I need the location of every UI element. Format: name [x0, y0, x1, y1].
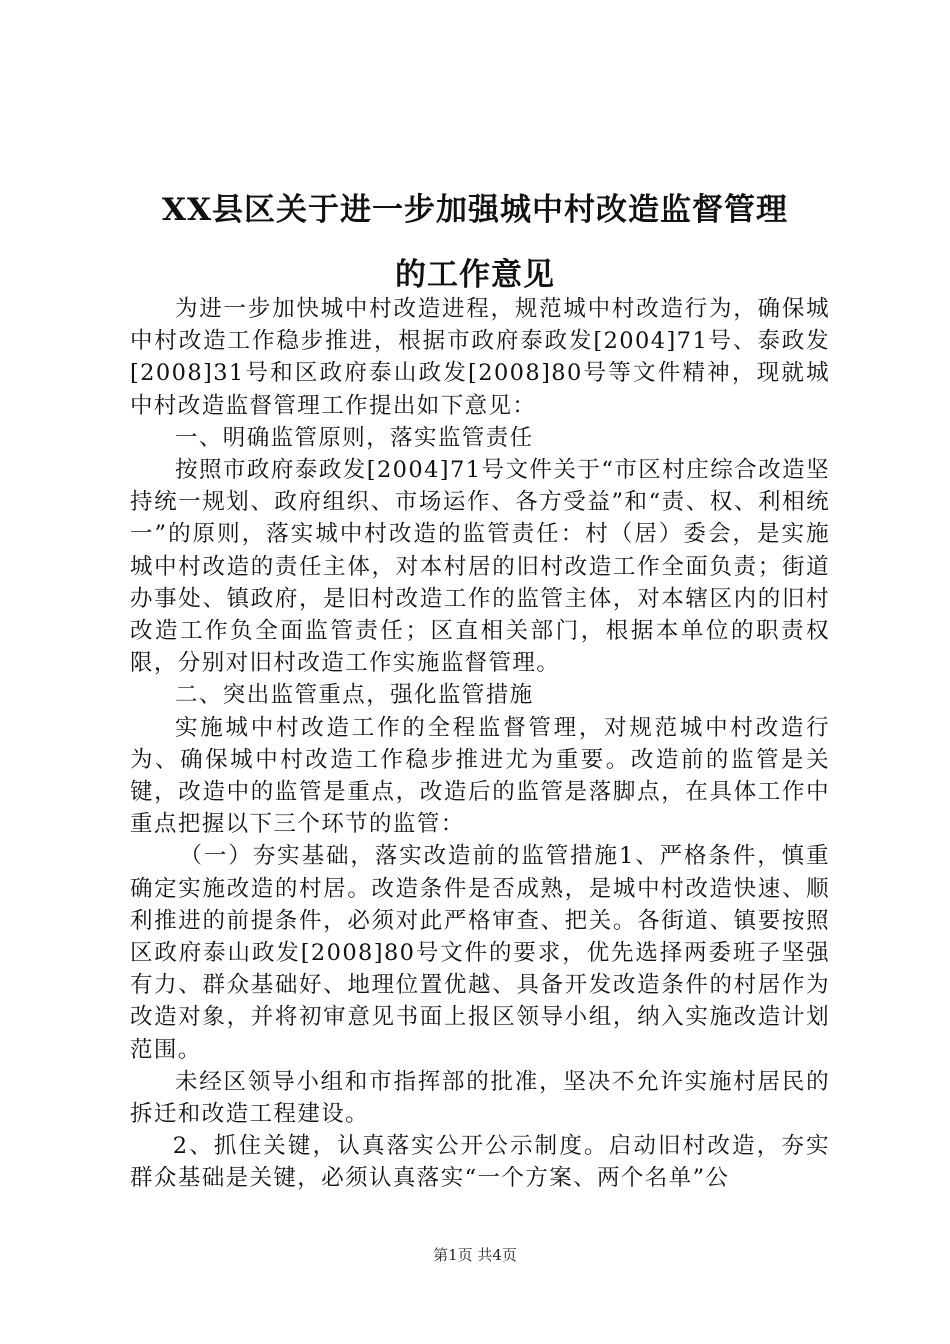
- paragraph-item-2: 2、抓住关键，认真落实公开公示制度。启动旧村改造，夯实群众基础是关键，必须认真落实“一个方案、两个名单”公: [130, 1133, 830, 1192]
- paragraph-approval-note: 未经区领导小组和市指挥部的批准，坚决不允许实施村居民的拆迁和改造工程建设。: [130, 1068, 830, 1128]
- section-heading-1: 一、明确监管原则，落实监管责任: [175, 424, 534, 451]
- paragraph-intro: 为进一步加快城中村改造进程，规范城中村改造行为，确保城中村改造工作稳步推进，根据市政府泰政发[2004]71号、泰政发[2008]31号和区政府泰山政发[2008]80号等文件精神，现就城中村改造监督管理工作提出如下意见：: [130, 296, 830, 419]
- section-heading-2: 二、突出监管重点，强化监管措施: [175, 682, 534, 709]
- document-body: [130, 293, 830, 1195]
- paragraph-section-1: 按照市政府泰政发[2004]71号文件关于“市区村庄综合改造坚持统一规划、政府组织、市场运作、各方受益”和“责、权、利相统一”的原则，落实城中村改造的监管责任：村（居）委会，是实施城中村改造的责任主体，对本村居的旧村改造工作全面负责；街道办事处、镇政府，是旧村改造工作的监管主体，对本辖区内的旧村改造工作负全面监管责任；区直相关部门，根据本单位的职责权限，分别对旧村改造工作实施监督管理。: [130, 457, 830, 677]
- paragraph-section-2: 实施城中村改造工作的全程监督管理，对规范城中村改造行为、确保城中村改造工作稳步推进尤为重要。改造前的监管是关键，改造中的监管是重点，改造后的监管是落脚点，在具体工作中重点把握以下三个环节的监管：: [130, 714, 830, 838]
- page-footer: 第1页 共4页: [433, 1246, 517, 1264]
- document-title-line-1: XX县区关于进一步加强城中村改造监督管理: [161, 192, 789, 228]
- paragraph-subsection-1: （一）夯实基础，落实改造前的监管措施1、严格条件，慎重确定实施改造的村居。改造条件是否成熟，是城中村改造快速、顺利推进的前提条件，必须对此严格审查、把关。各街道、镇要按照区政府泰山政发[2008]80号文件的要求，优先选择两委班子坚强有力、群众基础好、地理位置优越、具备开发改造条件的村居作为改造对象，并将初审意见书面上报区领导小组，纳入实施改造计划范围。: [130, 843, 830, 1063]
- document-title-line-2: 的工作意见: [395, 257, 555, 293]
